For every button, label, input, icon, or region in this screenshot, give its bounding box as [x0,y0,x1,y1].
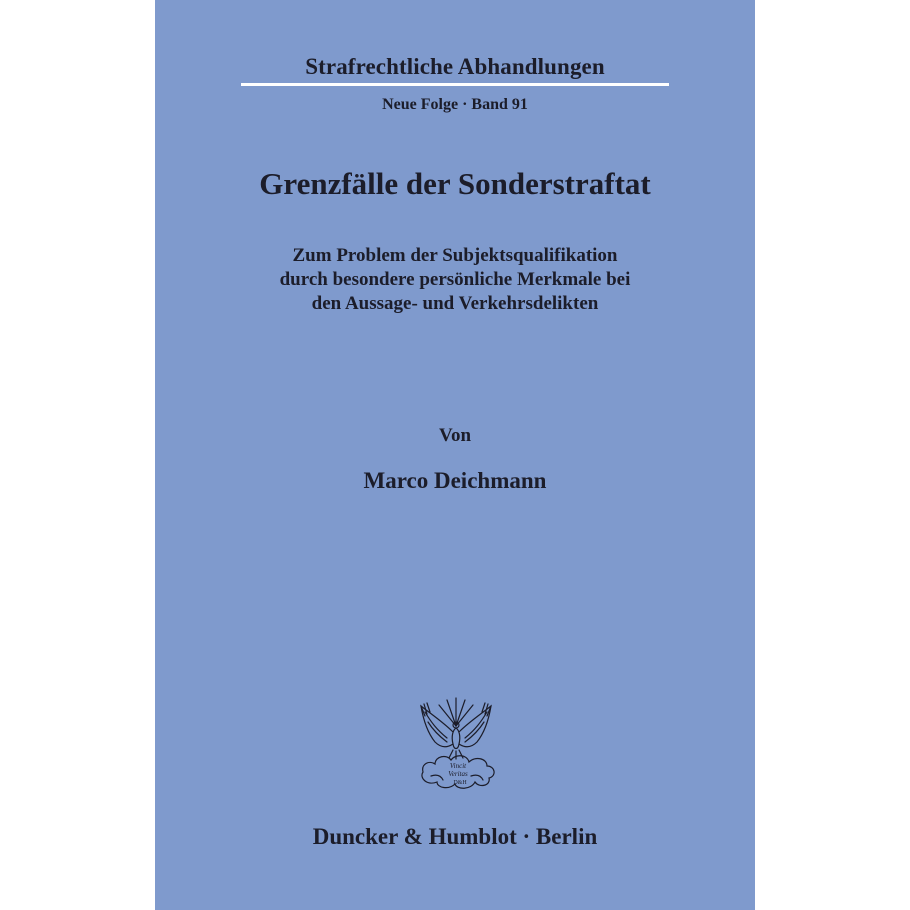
book-subtitle [155,244,755,316]
series-divider [241,83,669,86]
subtitle-line: den Aussage- und Verkehrsdelikten [311,293,599,314]
book-cover [155,0,755,910]
subtitle-line: durch besondere persönliche Merkmale bei [279,269,631,290]
series-volume: Neue Folge · Band 91 [382,96,528,113]
subtitle-line: Zum Problem der Subjektsqualifikation [292,245,618,266]
logo-motto: Vincit [449,762,467,770]
book-title: Grenzfälle der Sonderstraftat [259,166,651,201]
publisher-name: Duncker & Humblot · Berlin [312,824,598,849]
eagle-emblem-icon [413,692,499,796]
logo-initials: D&H [453,780,467,786]
logo-motto: Veritas [448,770,468,778]
by-label: Von [438,425,472,446]
author-name: Marco Deichmann [363,468,547,493]
series-title: Strafrechtliche Abhandlungen [305,54,605,79]
